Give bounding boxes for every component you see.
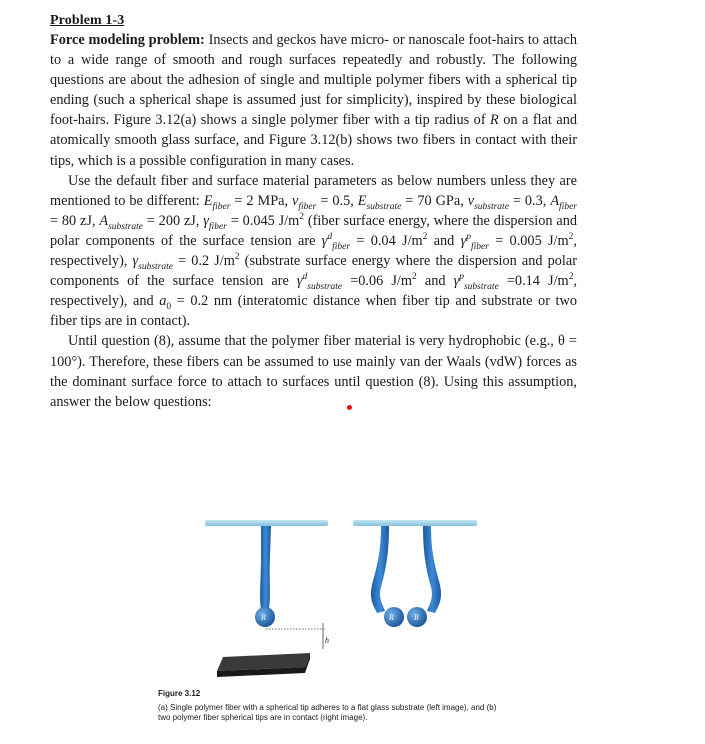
left-top-plate — [205, 520, 328, 526]
figure-caption-title: Figure 3.12 — [158, 689, 201, 698]
lead-text: Force modeling problem: — [50, 32, 205, 48]
left-fiber — [260, 526, 271, 609]
gap-h-label: h — [325, 636, 329, 645]
right-top-plate — [353, 520, 477, 526]
right-radius-label-b: R — [414, 613, 419, 622]
right-fiber-a — [371, 526, 389, 613]
red-dot-marker — [347, 405, 352, 410]
figure-caption: (a) Single polymer fiber with a spherical tip adheres to a flat glass substrate (left image), and (b) two polymer fiber spherical tips are in contact (right image). — [158, 703, 497, 722]
paragraph-2: Use the default fiber and surface material parameters as below numbers unless they are mentioned to be different: $E_{fiber} = 2$ MPa, $\nu_{fiber} = 0.5$, $E_{substrate} = 70$ GPa, $\nu_{substrate} = 0.3$, $A_{fiber} = 80$ zJ, $A_{substrate} = 200$ zJ, $\gamma_{fiber} = 0.045$ $J/m^2$ (fiber surface energy, where the dispersion and polar components of the surface tension are $\gamma^d_{fiber} = 0.04$ $J/m^2$ and $\gamma^p_{fiber} = 0.005$ $J/m^2$, respectively), $\gamma_{substrate} = 0.2$ $J/m^2$ (substrate surface energy where the dispersion and polar components of the surface tension are $\gamma^d_{substrate} =0.06$ $J/m^2$ and $\gamma^p_{substrate} =0.14$ $J/m^2$, respectively), and $a_0 = 0.2$ nm (interatomic distance when fiber tip and substrate or two fiber tips are in contact). — [50, 172, 578, 330]
right-fiber-b — [423, 526, 441, 613]
right-fiber-tip-a — [384, 607, 404, 627]
problem-body — [50, 30, 577, 412]
paragraph-1: Force modeling problem: Insects and geckos have micro- or nanoscale foot-hairs to attach to a wide range of smooth and rough surfaces repeatedly and robustly. The following questions are about the adhesion of single and multiple polymer fibers with a spherical tip ending (such a spherical shape is assumed just for simplicity), inspired by these biological foot-hairs. Figure 3.12(a) shows a single polymer fiber with a tip radius of R on a flat and atomically smooth glass surface, and Figure 3.12(b) shows two fibers in contact with their tips, which is a possible configuration in many cases. — [50, 32, 577, 169]
figure-3-12-illustration — [195, 517, 485, 687]
paragraph-3: Until question (8), assume that the polymer fiber material is very hydrophobic (e.g., θ = 100°). Therefore, these fibers can be assumed to use mainly van der Waals (vdW) forces as the dominant surface force to attach to surfaces until question (8). Using this assumption, answer the below questions: — [50, 333, 577, 410]
problem-title: Problem 1-3 — [50, 13, 125, 28]
left-radius-label: R — [261, 613, 266, 622]
right-radius-label-a: R — [389, 613, 394, 622]
